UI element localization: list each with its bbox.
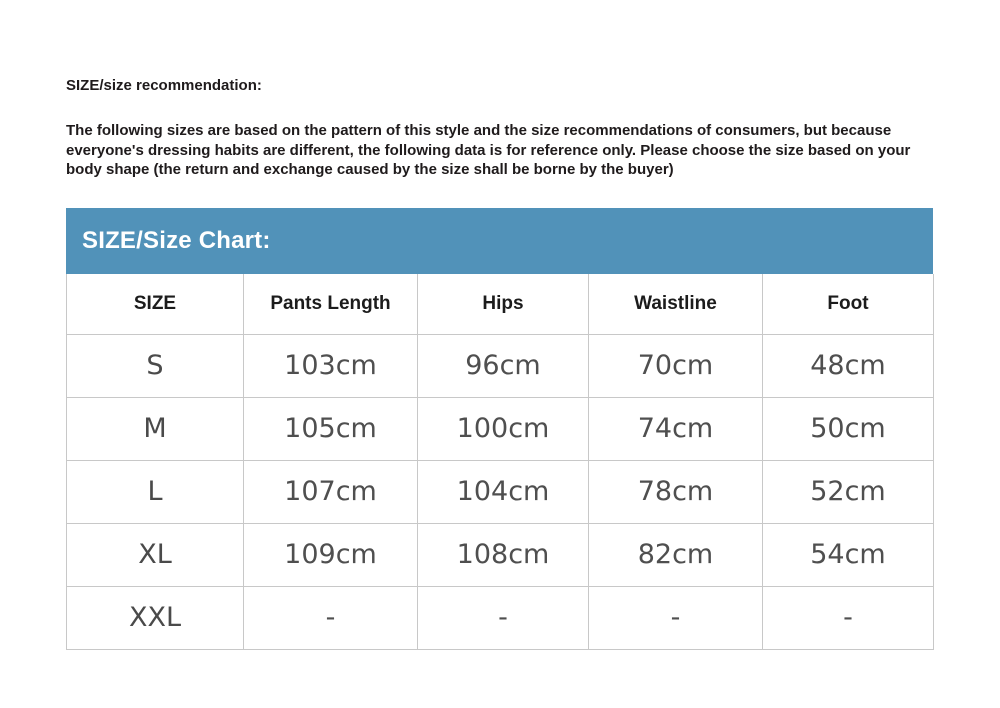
value-cell: 100cm xyxy=(418,397,589,460)
value-cell: 104cm xyxy=(418,460,589,523)
table-row-xxl xyxy=(67,586,934,649)
size-cell: L xyxy=(67,460,244,523)
value-cell: 74cm xyxy=(589,397,763,460)
value-cell: - xyxy=(244,586,418,649)
value-cell: 82cm xyxy=(589,523,763,586)
size-cell: S xyxy=(67,334,244,397)
column-header-pants-length: Pants Length xyxy=(244,274,418,335)
column-header-foot: Foot xyxy=(763,274,934,335)
size-cell: XL xyxy=(67,523,244,586)
value-cell: - xyxy=(589,586,763,649)
value-cell: 70cm xyxy=(589,334,763,397)
column-header-waistline: Waistline xyxy=(589,274,763,335)
value-cell: 107cm xyxy=(244,460,418,523)
table-row-s xyxy=(67,334,934,397)
value-cell: - xyxy=(418,586,589,649)
size-cell: XXL xyxy=(67,586,244,649)
value-cell: 108cm xyxy=(418,523,589,586)
value-cell: 103cm xyxy=(244,334,418,397)
value-cell: 52cm xyxy=(763,460,934,523)
value-cell: 48cm xyxy=(763,334,934,397)
value-cell: 96cm xyxy=(418,334,589,397)
column-header-size: SIZE xyxy=(67,274,244,335)
table-row-l xyxy=(67,460,934,523)
value-cell: 78cm xyxy=(589,460,763,523)
size-cell: M xyxy=(67,397,244,460)
value-cell: 109cm xyxy=(244,523,418,586)
recommendation-paragraph: The following sizes are based on the pattern of this style and the size recommendations of consumers, but because everyone's dressing habits are different, the following data is for reference only. Please choose the size based on your body shape (the return and exchange caused by the size shall be borne by the buyer) xyxy=(66,122,911,178)
section-heading: SIZE/size recommendation: xyxy=(66,77,262,94)
size-chart-title-bar xyxy=(66,208,933,274)
value-cell: - xyxy=(763,586,934,649)
value-cell: 50cm xyxy=(763,397,934,460)
value-cell: 54cm xyxy=(763,523,934,586)
value-cell: 105cm xyxy=(244,397,418,460)
table-row-xl xyxy=(67,523,934,586)
size-recommendation-section xyxy=(66,0,933,650)
size-chart-title: SIZE/Size Chart: xyxy=(82,226,271,254)
column-header-hips: Hips xyxy=(418,274,589,335)
table-header-row xyxy=(67,274,934,335)
table-row-m xyxy=(67,397,934,460)
size-chart-table xyxy=(66,274,934,650)
